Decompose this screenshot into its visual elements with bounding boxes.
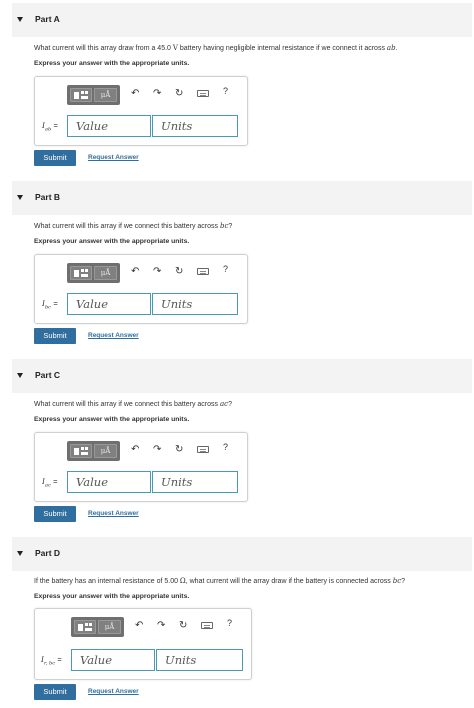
templates-button[interactable]: [74, 620, 96, 634]
question-text: What current will this array if we connect this battery across bc?: [34, 222, 233, 230]
units-input[interactable]: [152, 471, 238, 493]
units-button[interactable]: μÅ: [94, 266, 117, 280]
undo-icon[interactable]: ↶: [131, 266, 140, 277]
variable-label: $I_{r, bc}$ =: [41, 655, 62, 667]
question-text: If the battery has an internal resistance of 5.00 Ω, what current will the array draw if the battery is connected across bc?: [34, 577, 406, 585]
help-icon[interactable]: ?: [223, 442, 229, 452]
keyboard-icon[interactable]: [201, 622, 213, 629]
part-c-header[interactable]: [12, 359, 472, 393]
value-input[interactable]: [71, 649, 155, 671]
math-toolbar-group: [67, 263, 120, 283]
request-answer-link[interactable]: Request Answer: [88, 510, 139, 517]
math-toolbar-group: [71, 617, 124, 637]
variable-label: $I_{ac}$ =: [42, 477, 58, 489]
part-d-header[interactable]: [12, 537, 472, 571]
answer-box: [34, 432, 248, 502]
collapse-caret-icon[interactable]: [17, 195, 23, 200]
units-input[interactable]: [156, 649, 243, 671]
submit-button[interactable]: Submit: [34, 684, 76, 700]
help-icon[interactable]: ?: [223, 86, 229, 96]
part-title: Part C: [35, 370, 61, 380]
part-title: Part D: [35, 548, 61, 558]
reset-icon[interactable]: ↻: [175, 88, 184, 99]
math-toolbar-group: [67, 85, 120, 105]
instruction-text: Express your answer with the appropriate units.: [34, 593, 190, 600]
redo-icon[interactable]: ↷: [153, 266, 162, 277]
request-answer-link[interactable]: Request Answer: [88, 154, 139, 161]
undo-icon[interactable]: ↶: [135, 620, 144, 631]
undo-icon[interactable]: ↶: [131, 444, 140, 455]
redo-icon[interactable]: ↷: [157, 620, 166, 631]
answer-box: [34, 76, 248, 146]
keyboard-icon[interactable]: [197, 446, 209, 453]
templates-button[interactable]: [70, 266, 92, 280]
question-text: What current will this array draw from a 45.0 V battery having negligible internal resistance if we connect it across ab.: [34, 44, 398, 52]
collapse-caret-icon[interactable]: [17, 373, 23, 378]
help-icon[interactable]: ?: [223, 264, 229, 274]
value-input[interactable]: [67, 471, 151, 493]
redo-icon[interactable]: ↷: [153, 444, 162, 455]
submit-button[interactable]: Submit: [34, 506, 76, 522]
reset-icon[interactable]: ↻: [175, 444, 184, 455]
units-input[interactable]: [152, 293, 238, 315]
answer-box: [34, 608, 252, 680]
help-icon[interactable]: ?: [227, 618, 233, 628]
undo-icon[interactable]: ↶: [131, 88, 140, 99]
instruction-text: Express your answer with the appropriate units.: [34, 238, 190, 245]
instruction-text: Express your answer with the appropriate units.: [34, 60, 190, 67]
question-text: What current will this array if we connect this battery across ac?: [34, 400, 232, 408]
value-input[interactable]: [67, 293, 151, 315]
collapse-caret-icon[interactable]: [17, 551, 23, 556]
units-button[interactable]: μÅ: [94, 444, 117, 458]
keyboard-icon[interactable]: [197, 90, 209, 97]
reset-icon[interactable]: ↻: [179, 620, 188, 631]
variable-label: $I_{bc}$ =: [42, 299, 58, 311]
redo-icon[interactable]: ↷: [153, 88, 162, 99]
request-answer-link[interactable]: Request Answer: [88, 332, 139, 339]
units-button[interactable]: μÅ: [98, 620, 121, 634]
instruction-text: Express your answer with the appropriate units.: [34, 416, 190, 423]
units-input[interactable]: [152, 115, 238, 137]
submit-button[interactable]: Submit: [34, 150, 76, 166]
variable-label: $I_{ab}$ =: [42, 121, 58, 133]
math-toolbar-group: [67, 441, 120, 461]
keyboard-icon[interactable]: [197, 268, 209, 275]
templates-button[interactable]: [70, 88, 92, 102]
submit-button[interactable]: Submit: [34, 328, 76, 344]
part-title: Part B: [35, 192, 61, 202]
answer-box: [34, 254, 248, 324]
collapse-caret-icon[interactable]: [17, 17, 23, 22]
value-input[interactable]: [67, 115, 151, 137]
reset-icon[interactable]: ↻: [175, 266, 184, 277]
part-b-header[interactable]: [12, 181, 472, 215]
templates-button[interactable]: [70, 444, 92, 458]
request-answer-link[interactable]: Request Answer: [88, 688, 139, 695]
units-button[interactable]: μÅ: [94, 88, 117, 102]
part-a-header[interactable]: [12, 3, 472, 37]
part-title: Part A: [35, 14, 60, 24]
